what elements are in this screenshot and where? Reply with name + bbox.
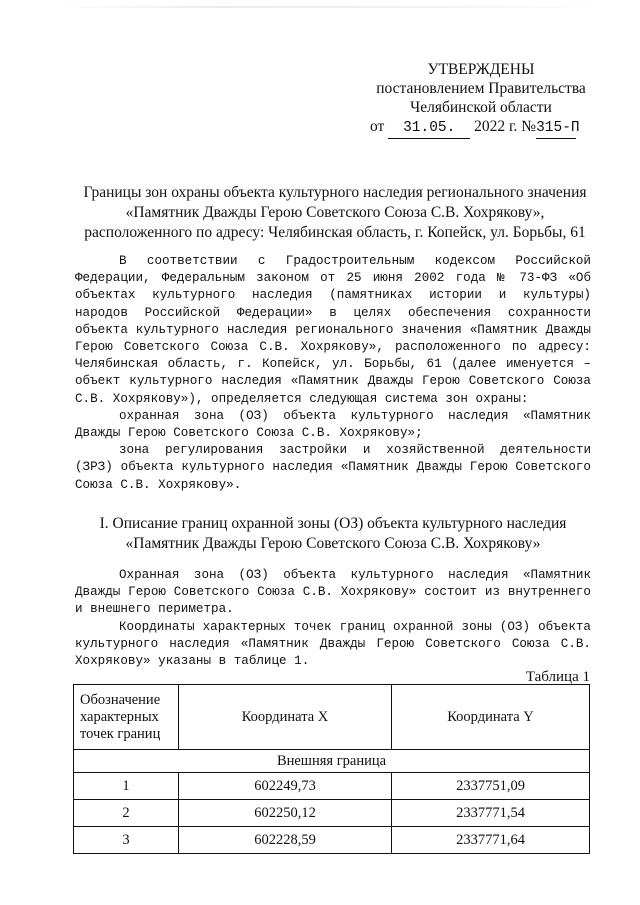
y-cell: 2337771,54 [392, 800, 590, 827]
table-row [74, 800, 590, 827]
handwritten-number: 315-П [536, 119, 576, 139]
section-1-paragraph-2: Координаты характерных точек границ охранной зоны (ОЗ) объекта культурного наследия «Памятник Дважды Герою Советского Союза С.В. Хохрякову» указаны в таблице 1. [75, 619, 591, 669]
table-row [74, 827, 590, 854]
group-label: Внешняя граница [74, 750, 590, 773]
approval-heading: УТВЕРЖДЕНЫ [427, 61, 535, 78]
intro-paragraph: В соответствии с Градостроительным кодексом Российской Федерации, Федеральным законом от 25 июня 2002 года № 73-ФЗ «Об объектах культурного наследия (памятниках истории и культуры) народов Российской Федерации» в целях обеспечения сохранности объекта культурного наследия регионального значения «Памятник Дважды Герою Советского Союза С.В. Хохрякову», расположенного по адресу: Челябинская область, г. Копейск, ул. Борьбы, 61 (далее именуется – объект культурного наследия «Памятник Дважды Герою Советского Союза С.В. Хохрякову»), определяется следующая система зон охраны: [75, 254, 591, 406]
point-cell: 3 [74, 827, 179, 854]
title-line-3: расположенного по адресу: Челябинская область, г. Копейск, ул. Борьбы, 61 [84, 224, 586, 241]
y-cell: 2337751,09 [392, 773, 590, 800]
approval-stamp [370, 60, 592, 139]
x-cell: 602249,73 [179, 773, 392, 800]
table-caption: Таблица 1 [525, 669, 590, 685]
table-group-row [74, 750, 590, 773]
scan-artifact [50, 6, 610, 8]
approval-line-2: Челябинской области [410, 99, 552, 116]
x-cell: 602250,12 [179, 800, 392, 827]
coordinates-table [73, 684, 590, 854]
header-point: Обозначение характерных точек границ [74, 685, 179, 750]
section-1-title [75, 514, 591, 554]
table-header-row [74, 685, 590, 750]
y-cell: 2337771,64 [392, 827, 590, 854]
section-1-body [75, 567, 591, 670]
approval-line-1: постановлением Правительства [376, 80, 586, 97]
section-1-title-line-2: «Памятник Дважды Герою Советского Союза С.В. Хохрякову» [125, 535, 541, 552]
approval-date-line [370, 117, 592, 139]
x-cell: 602228,59 [179, 827, 392, 854]
document-title [75, 183, 595, 243]
point-cell: 1 [74, 773, 179, 800]
header-y: Координата Y [392, 685, 590, 750]
handwritten-date: 31.05. [388, 119, 470, 139]
title-line-2: «Памятник Дважды Герою Советского Союза С.В. Хохрякову», [125, 204, 545, 221]
intro-item-2: зона регулирования застройки и хозяйственной деятельности (ЗРЗ) объекта культурного наследия «Памятник Дважды Герою Советского Союза С.В. Хохрякову». [75, 443, 591, 492]
date-prefix: от [370, 118, 385, 135]
year-text: 2022 г. № [474, 118, 537, 135]
intro-item-1: охранная зона (ОЗ) объекта культурного наследия «Памятник Дважды Герою Советского Союза С.В. Хохрякову»; [75, 408, 591, 441]
table-row [74, 773, 590, 800]
section-1-paragraph-1: Охранная зона (ОЗ) объекта культурного наследия «Памятник Дважды Герою Советского Союза С.В. Хохрякову» состоит из внутреннего и внешнего периметра. [75, 568, 591, 617]
point-cell: 2 [74, 800, 179, 827]
header-x: Координата X [179, 685, 392, 750]
title-line-1: Границы зон охраны объекта культурного наследия регионального значения [83, 184, 587, 201]
intro-block [75, 253, 591, 494]
section-1-title-line-1: I. Описание границ охранной зоны (ОЗ) объекта культурного наследия [99, 515, 567, 532]
